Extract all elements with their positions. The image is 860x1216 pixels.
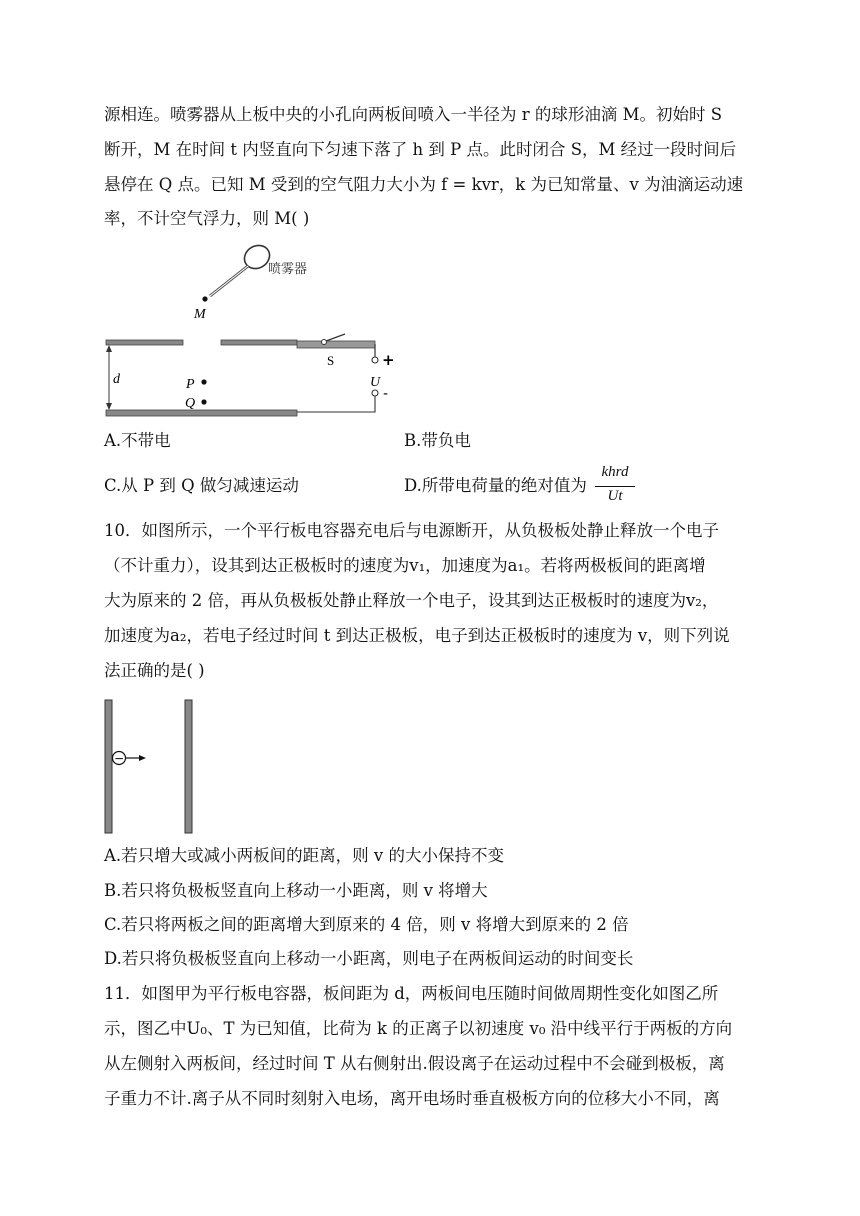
top-plate-right xyxy=(221,340,297,345)
q10-plates-figure xyxy=(100,698,200,836)
q-label: Q xyxy=(185,396,196,411)
q9-option-a: A.不带电 xyxy=(104,431,171,450)
sprayer-icon xyxy=(210,241,274,296)
q11-line-2: 示，图乙中U₀、T 为已知值，比荷为 k 的正离子以初速度 v₀ 沿中线平行于两板的方向 xyxy=(104,1019,733,1038)
positive-plate xyxy=(185,700,192,833)
q11-line-3: 从左侧射入两板间，经过时间 T 从右侧射出.假设离子在运动过程中不会碰到极板，离 xyxy=(104,1054,725,1073)
q11-line-4: 子重力不计.离子从不同时刻射入电场，离开电场时垂直极板方向的位移大小不同，离 xyxy=(104,1089,720,1108)
q9-option-d-numerator: khrd xyxy=(601,464,629,480)
switch-label: S xyxy=(327,353,335,368)
point-q-dot xyxy=(201,399,206,404)
q10-option-d: D.若只将负极板竖直向上移动一小距离，则电子在两板间运动的时间变长 xyxy=(104,949,634,968)
minus-label: - xyxy=(383,386,389,402)
q10-line-4: 加速度为a₂，若电子经过时间 t 到达正极板，电子到达正极板时的速度为 v，则下列说 xyxy=(104,626,730,645)
q10-option-c: C.若只将两板之间的距离增大到原来的 4 倍，则 v 将增大到原来的 2 倍 xyxy=(104,915,629,934)
q9-option-d-fraction-bar xyxy=(595,486,635,487)
u-label: U xyxy=(370,375,381,390)
q9-option-b: B.带负电 xyxy=(404,431,471,450)
electron-sign: − xyxy=(113,751,125,766)
p-label: P xyxy=(186,377,195,392)
switch-pivot xyxy=(322,340,327,345)
terminal-plus xyxy=(372,357,378,363)
bottom-plate xyxy=(106,410,297,416)
q9-capacitor-figure xyxy=(100,240,400,425)
q9-line-3: 悬停在 Q 点。已知 M 受到的空气阻力大小为 f = kvr，k 为已知常量、v 为油滴运动速 xyxy=(104,175,744,194)
q10-line-3: 大为原来的 2 倍，再从负极板处静止释放一个电子，设其到达正极板时的速度为v₂， xyxy=(104,591,719,610)
switch-bar xyxy=(297,341,375,348)
q9-line-1: 源相连。喷雾器从上板中央的小孔向两板间喷入一半径为 r 的球形油滴 M。初始时 S xyxy=(104,105,723,124)
terminal-minus xyxy=(372,390,378,396)
q10-line-1: 10．如图所示，一个平行板电容器充电后与电源断开，从负极板处静止释放一个电子 xyxy=(104,521,719,540)
switch-arm xyxy=(326,334,345,341)
q9-line-4: 率，不计空气浮力，则 M( ) xyxy=(104,209,310,228)
q10-option-b: B.若只将负极板竖直向上移动一小距离，则 v 将增大 xyxy=(104,881,488,900)
sprayer-label: 喷雾器 xyxy=(268,262,308,277)
q10-line-2: （不计重力），设其到达正极板时的速度为v₁，加速度为a₁。若将两极板间的距离增 xyxy=(104,556,706,575)
q9-line-2: 断开，M 在时间 t 内竖直向下匀速下落了 h 到 P 点。此时闭合 S，M 经过一段时间后 xyxy=(104,140,737,159)
top-plate-left xyxy=(106,340,183,345)
q10-option-a: A.若只增大或减小两板间的距离，则 v 的大小保持不变 xyxy=(104,846,504,865)
negative-plate xyxy=(105,700,112,833)
point-p-dot xyxy=(201,379,206,384)
d-label: d xyxy=(113,372,120,387)
q9-option-d-denominator: Ut xyxy=(607,488,623,504)
plus-label: + xyxy=(382,351,395,369)
q9-option-c: C.从 P 到 Q 做匀减速运动 xyxy=(104,476,299,495)
q9-option-d: D.所带电荷量的绝对值为 xyxy=(404,476,587,495)
droplet-m-dot xyxy=(202,296,207,301)
q11-line-1: 11．如图甲为平行板电容器，板间距为 d，两板间电压随时间做周期性变化如图乙所 xyxy=(104,984,719,1003)
m-label: M xyxy=(194,307,206,322)
q10-line-5: 法正确的是( ) xyxy=(104,661,205,680)
